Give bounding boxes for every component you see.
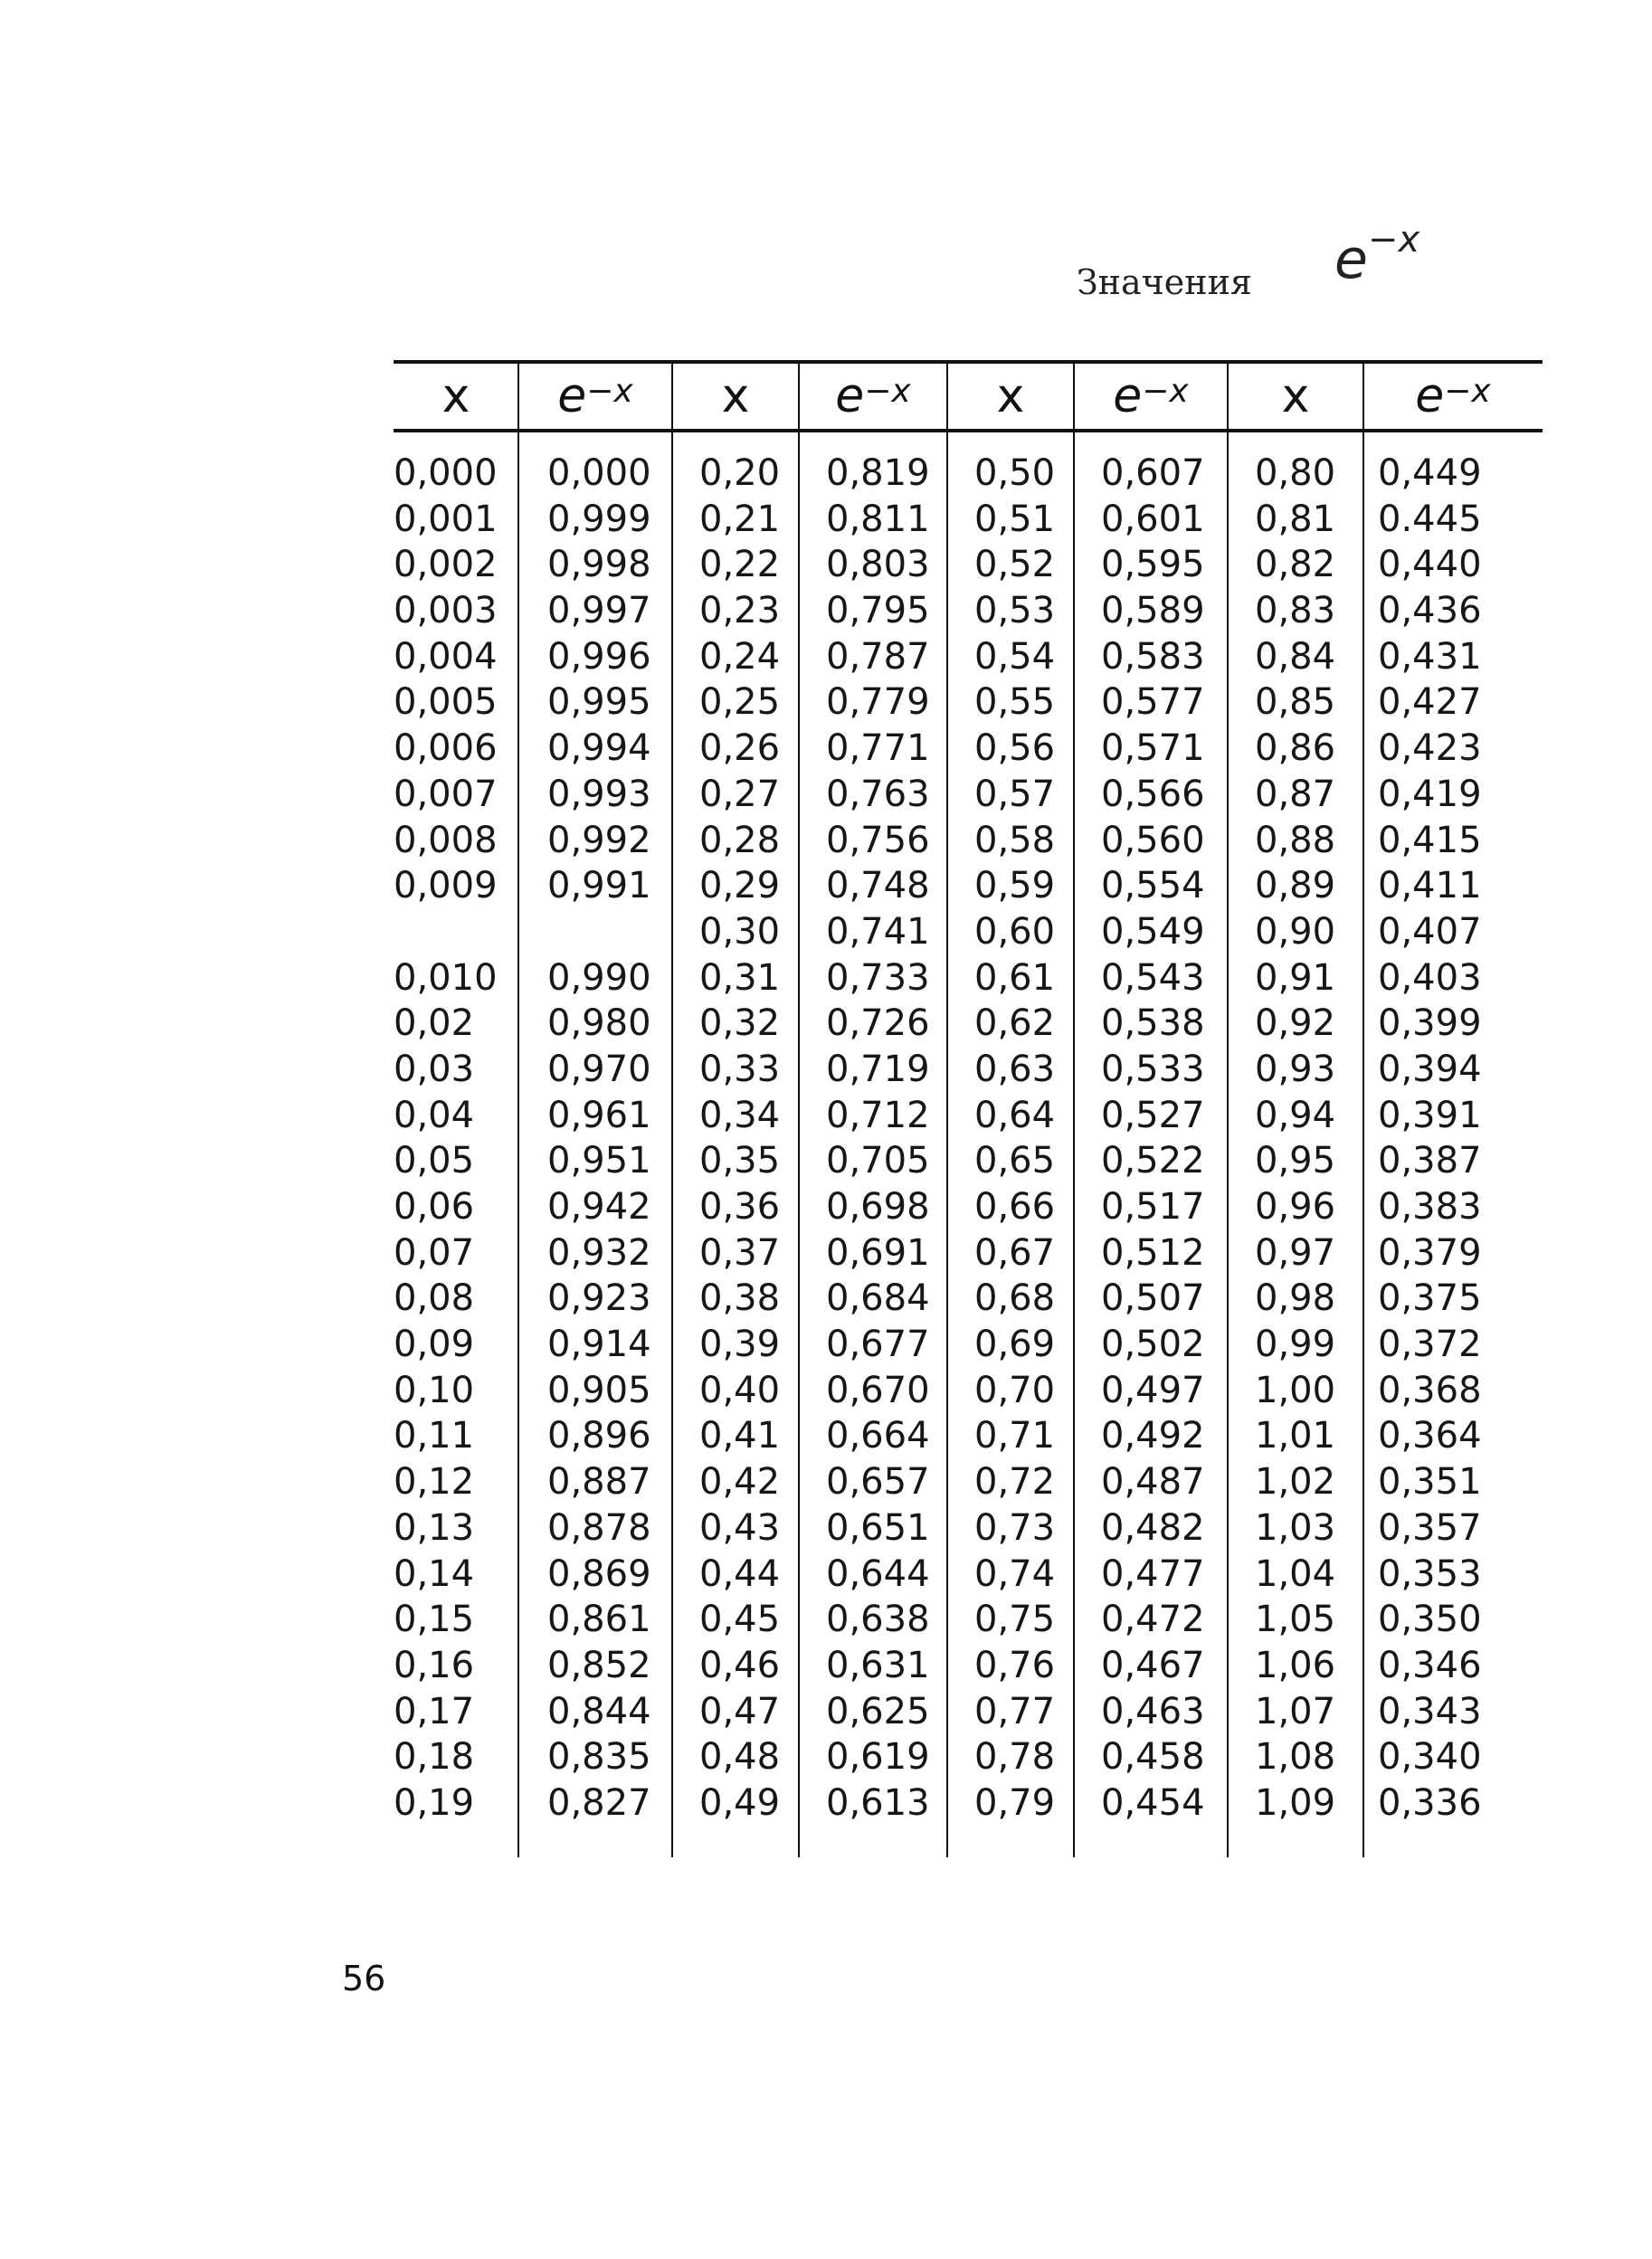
table-cell: 0,787 xyxy=(826,635,930,678)
table-cell: 0,990 xyxy=(547,956,651,999)
table-cell: 0,73 xyxy=(974,1506,1056,1549)
table-cell: 0,95 xyxy=(1255,1140,1336,1182)
table-cell: 0,33 xyxy=(699,1048,781,1090)
table-cell: 0,94 xyxy=(1255,1094,1336,1136)
table-cell: 0,407 xyxy=(1378,910,1482,953)
table-cell: 0,664 xyxy=(826,1415,930,1457)
table-cell: 0,980 xyxy=(547,1002,651,1045)
table-cell: 0,819 xyxy=(826,452,930,494)
table-cell: 0,951 xyxy=(547,1140,651,1182)
table-cell: 0,372 xyxy=(1378,1324,1482,1366)
table-cell: 0,869 xyxy=(547,1552,651,1595)
table-cell: 0,502 xyxy=(1101,1324,1205,1366)
table-cell: 0,571 xyxy=(1101,727,1205,770)
table-cell: 0,449 xyxy=(1378,452,1482,494)
header-exp: e $^{-x}$ xyxy=(835,369,911,423)
table-cell: 0,995 xyxy=(547,681,651,724)
x-column-4 xyxy=(1255,451,1335,1827)
table-cell: 0,492 xyxy=(1101,1415,1205,1457)
table-cell xyxy=(394,909,498,955)
table-cell: 0,03 xyxy=(394,1048,475,1090)
table-cell: 0,05 xyxy=(394,1140,475,1182)
table-cell: 0,59 xyxy=(974,865,1056,907)
table-cell: 0,403 xyxy=(1378,956,1482,999)
column-divider xyxy=(798,360,800,1857)
table-cell: 0,961 xyxy=(547,1094,651,1136)
table-cell: 0,42 xyxy=(699,1461,781,1504)
table-cell: 0,90 xyxy=(1255,910,1336,953)
title-label: Значения xyxy=(1077,262,1252,302)
table-cell: 0,517 xyxy=(1101,1186,1205,1228)
table-cell: 0,970 xyxy=(547,1048,651,1090)
table-cell: 0,383 xyxy=(1378,1186,1482,1228)
table-cell: 0,16 xyxy=(394,1644,475,1686)
table-cell: 0,000 xyxy=(547,452,651,494)
table-cell: 0,993 xyxy=(547,773,651,815)
table-cell: 0,368 xyxy=(1378,1369,1482,1411)
table-cell: 0,47 xyxy=(699,1690,781,1732)
table-cell: 0,84 xyxy=(1255,635,1336,678)
table-cell: 0,375 xyxy=(1378,1277,1482,1320)
table-cell: 0,467 xyxy=(1101,1644,1205,1686)
table-cell: 0,20 xyxy=(699,452,781,494)
table-cell: 0,010 xyxy=(394,956,498,999)
table-cell: 0,543 xyxy=(1101,956,1205,999)
table-cell: 0,419 xyxy=(1378,773,1482,815)
table-cell: 0,440 xyxy=(1378,544,1482,586)
table-cell: 0,705 xyxy=(826,1140,930,1182)
table-cell: 1,02 xyxy=(1255,1461,1336,1504)
column-divider xyxy=(517,360,519,1857)
table-cell: 0,399 xyxy=(1378,1002,1482,1045)
table-cell: 0,411 xyxy=(1378,865,1482,907)
table-cell: 0,09 xyxy=(394,1324,475,1366)
table-cell: 0,38 xyxy=(699,1277,781,1320)
table-cell: 0,93 xyxy=(1255,1048,1336,1090)
table-cell: 0,583 xyxy=(1101,635,1205,678)
table-cell: 0,67 xyxy=(974,1231,1056,1274)
table-cell: 0,06 xyxy=(394,1186,475,1228)
table-cell: 0,44 xyxy=(699,1552,781,1595)
table-cell: 1,07 xyxy=(1255,1690,1336,1732)
table-cell: 0,78 xyxy=(974,1736,1056,1779)
table-cell: 0,684 xyxy=(826,1277,930,1320)
table-cell: 0,350 xyxy=(1378,1599,1482,1641)
table-cell: 0,08 xyxy=(394,1277,475,1320)
column-divider xyxy=(946,360,948,1857)
table-cell: 0,009 xyxy=(394,865,498,907)
table-cell: 0,81 xyxy=(1255,498,1336,540)
table-cell: 0,343 xyxy=(1378,1690,1482,1732)
table-cell: 0,357 xyxy=(1378,1506,1482,1549)
header-exp: e $^{-x}$ xyxy=(1415,369,1491,423)
table-cell: 0,27 xyxy=(699,773,781,815)
table-cell: 0,24 xyxy=(699,635,781,678)
table-cell: 0,19 xyxy=(394,1781,475,1824)
table-cell: 0,748 xyxy=(826,865,930,907)
table-cell: 0,566 xyxy=(1101,773,1205,815)
table-cell: 0,22 xyxy=(699,544,781,586)
table-cell: 0,007 xyxy=(394,773,498,815)
table-cell: 0,45 xyxy=(699,1599,781,1641)
table-cell: 0,482 xyxy=(1101,1506,1205,1549)
table-cell: 0,677 xyxy=(826,1324,930,1366)
table-cell: 0,756 xyxy=(826,819,930,861)
table-cell: 0,595 xyxy=(1101,544,1205,586)
table-cell: 0,538 xyxy=(1101,1002,1205,1045)
table-cell: 0,51 xyxy=(974,498,1056,540)
table-cell: 0,99 xyxy=(1255,1324,1336,1366)
table-cell: 0,670 xyxy=(826,1369,930,1411)
table-cell: 0,98 xyxy=(1255,1277,1336,1320)
x-column-3 xyxy=(974,451,1055,1827)
table-cell: 0,698 xyxy=(826,1186,930,1228)
header-exp: e $^{-x}$ xyxy=(557,369,633,423)
table-cell: 0,80 xyxy=(1255,452,1336,494)
table-cell: 0,998 xyxy=(547,544,651,586)
table-cell: 0,340 xyxy=(1378,1736,1482,1779)
table-cell: 1,00 xyxy=(1255,1369,1336,1411)
table-cell: 0,87 xyxy=(1255,773,1336,815)
exponent-values-table xyxy=(394,360,1543,1857)
table-cell: 0,507 xyxy=(1101,1277,1205,1320)
table-cell: 0,54 xyxy=(974,635,1056,678)
table-cell: 0,560 xyxy=(1101,819,1205,861)
table-cell: 0,691 xyxy=(826,1231,930,1274)
table-cell: 0,733 xyxy=(826,956,930,999)
table-cell: 0,644 xyxy=(826,1552,930,1595)
table-cell: 0,914 xyxy=(547,1324,651,1366)
table-cell: 0,549 xyxy=(1101,910,1205,953)
table-cell: 0,423 xyxy=(1378,727,1482,770)
table-cell: 0,008 xyxy=(394,819,498,861)
header-exp: e $^{-x}$ xyxy=(1113,369,1189,423)
table-cell: 0,89 xyxy=(1255,865,1336,907)
table-cell: 0,651 xyxy=(826,1506,930,1549)
table-cell: 0,353 xyxy=(1378,1552,1482,1595)
table-cell: 0,431 xyxy=(1378,635,1482,678)
table-cell: 0,861 xyxy=(547,1599,651,1641)
table-cell: 0,63 xyxy=(974,1048,1056,1090)
table-cell: 0,795 xyxy=(826,590,930,632)
table-cell: 0,527 xyxy=(1101,1094,1205,1136)
table-cell: 1,05 xyxy=(1255,1599,1336,1641)
table-cell: 0,31 xyxy=(699,956,781,999)
table-cell: 0,57 xyxy=(974,773,1056,815)
header-x: x xyxy=(996,369,1025,423)
table-cell: 0,02 xyxy=(394,1002,475,1045)
table-cell: 0,55 xyxy=(974,681,1056,724)
table-cell: 0,811 xyxy=(826,498,930,540)
table-cell: 0,712 xyxy=(826,1094,930,1136)
table-cell: 0,43 xyxy=(699,1506,781,1549)
value-column-2 xyxy=(826,451,930,1827)
table-cell: 1,08 xyxy=(1255,1736,1336,1779)
table-cell: 0,61 xyxy=(974,956,1056,999)
table-cell: 0,62 xyxy=(974,1002,1056,1045)
table-cell: 0,887 xyxy=(547,1461,651,1504)
table-cell: 0,763 xyxy=(826,773,930,815)
table-cell: 0.445 xyxy=(1378,498,1482,540)
column-divider xyxy=(671,360,673,1857)
table-cell: 0,60 xyxy=(974,910,1056,953)
table-cell: 0,26 xyxy=(699,727,781,770)
table-cell: 1,06 xyxy=(1255,1644,1336,1686)
table-cell: 0,74 xyxy=(974,1552,1056,1595)
table-cell: 0,07 xyxy=(394,1231,475,1274)
column-divider xyxy=(1227,360,1229,1857)
table-cell: 0,003 xyxy=(394,590,498,632)
table-cell: 0,436 xyxy=(1378,590,1482,632)
header-x: x xyxy=(441,369,470,423)
table-cell: 0,36 xyxy=(699,1186,781,1228)
table-cell: 0,994 xyxy=(547,727,651,770)
table-cell: 0,992 xyxy=(547,819,651,861)
table-cell: 0,996 xyxy=(547,635,651,678)
table-cell: 0,577 xyxy=(1101,681,1205,724)
table-cell: 0,23 xyxy=(699,590,781,632)
column-divider xyxy=(1362,360,1364,1857)
table-cell: 0,364 xyxy=(1378,1415,1482,1457)
table-cell: 0,394 xyxy=(1378,1048,1482,1090)
table-cell: 0,905 xyxy=(547,1369,651,1411)
table-cell: 0,91 xyxy=(1255,956,1336,999)
table-cell: 0,477 xyxy=(1101,1552,1205,1595)
title-expression: $e^{-x}$ xyxy=(1334,219,1420,291)
table-cell: 1,03 xyxy=(1255,1506,1336,1549)
table-cell: 0,844 xyxy=(547,1690,651,1732)
table-cell: 0,771 xyxy=(826,727,930,770)
table-cell: 0,779 xyxy=(826,681,930,724)
table-cell: 0,69 xyxy=(974,1324,1056,1366)
table-cell: 0,77 xyxy=(974,1690,1056,1732)
table-cell: 0,11 xyxy=(394,1415,475,1457)
table-cell: 0,28 xyxy=(699,819,781,861)
x-column-2 xyxy=(699,451,780,1827)
table-cell: 0,638 xyxy=(826,1599,930,1641)
table-cell: 0,001 xyxy=(394,498,498,540)
table-cell: 0,52 xyxy=(974,544,1056,586)
table-cell: 0,56 xyxy=(974,727,1056,770)
table-cell: 0,589 xyxy=(1101,590,1205,632)
table-cell: 0,58 xyxy=(974,819,1056,861)
table-cell: 0,427 xyxy=(1378,681,1482,724)
table-cell: 0,79 xyxy=(974,1781,1056,1824)
table-cell: 0,88 xyxy=(1255,819,1336,861)
table-cell: 0,97 xyxy=(1255,1231,1336,1274)
table-cell: 0,92 xyxy=(1255,1002,1336,1045)
table-cell: 0,458 xyxy=(1101,1736,1205,1779)
header-x: x xyxy=(1281,369,1310,423)
table-cell: 0,17 xyxy=(394,1690,475,1732)
table-cell: 0,53 xyxy=(974,590,1056,632)
table-cell xyxy=(547,909,651,955)
table-cell: 0,70 xyxy=(974,1369,1056,1411)
table-cell: 0,82 xyxy=(1255,544,1336,586)
table-cell: 0,923 xyxy=(547,1277,651,1320)
table-cell: 0,387 xyxy=(1378,1140,1482,1182)
table-cell: 0,997 xyxy=(547,590,651,632)
table-cell: 0,75 xyxy=(974,1599,1056,1641)
table-cell: 0,454 xyxy=(1101,1781,1205,1824)
value-column-4 xyxy=(1378,451,1482,1827)
table-cell: 0,34 xyxy=(699,1094,781,1136)
table-cell: 0,346 xyxy=(1378,1644,1482,1686)
table-cell: 0,35 xyxy=(699,1140,781,1182)
table-cell: 0,932 xyxy=(547,1231,651,1274)
page-number: 56 xyxy=(342,1959,386,1998)
table-cell: 1,04 xyxy=(1255,1552,1336,1595)
table-cell: 0,625 xyxy=(826,1690,930,1732)
column-divider xyxy=(1073,360,1075,1857)
table-cell: 0,852 xyxy=(547,1644,651,1686)
table-cell: 0,14 xyxy=(394,1552,475,1595)
table-cell: 0,336 xyxy=(1378,1781,1482,1824)
table-header-rule xyxy=(394,429,1543,432)
table-cell: 0,741 xyxy=(826,910,930,953)
table-cell: 0,76 xyxy=(974,1644,1056,1686)
table-cell: 0,50 xyxy=(974,452,1056,494)
table-cell: 0,631 xyxy=(826,1644,930,1686)
table-cell: 0,86 xyxy=(1255,727,1336,770)
table-cell: 0,96 xyxy=(1255,1186,1336,1228)
table-cell: 0,83 xyxy=(1255,590,1336,632)
table-cell: 0,04 xyxy=(394,1094,475,1136)
table-cell: 0,827 xyxy=(547,1781,651,1824)
table-cell: 0,32 xyxy=(699,1002,781,1045)
table-cell: 0,000 xyxy=(394,452,498,494)
table-cell: 0,512 xyxy=(1101,1231,1205,1274)
table-cell: 0,64 xyxy=(974,1094,1056,1136)
table-cell: 0,49 xyxy=(699,1781,781,1824)
table-cell: 0,46 xyxy=(699,1644,781,1686)
table-title xyxy=(1077,219,1420,302)
table-cell: 0,719 xyxy=(826,1048,930,1090)
table-cell: 0,896 xyxy=(547,1415,651,1457)
table-cell: 0,472 xyxy=(1101,1599,1205,1641)
table-cell: 0,41 xyxy=(699,1415,781,1457)
x-column-1 xyxy=(394,451,498,1827)
table-cell: 0,15 xyxy=(394,1599,475,1641)
table-cell: 0,463 xyxy=(1101,1690,1205,1732)
value-column-3 xyxy=(1101,451,1205,1827)
table-cell: 0,878 xyxy=(547,1506,651,1549)
table-cell: 0,004 xyxy=(394,635,498,678)
table-cell: 0,65 xyxy=(974,1140,1056,1182)
table-cell: 0,601 xyxy=(1101,498,1205,540)
table-cell: 0,005 xyxy=(394,681,498,724)
table-cell: 0,39 xyxy=(699,1324,781,1366)
table-cell: 0,999 xyxy=(547,498,651,540)
table-cell: 0,30 xyxy=(699,910,781,953)
table-cell: 0,803 xyxy=(826,544,930,586)
table-cell: 0,415 xyxy=(1378,819,1482,861)
table-cell: 0,18 xyxy=(394,1736,475,1779)
table-cell: 0,726 xyxy=(826,1002,930,1045)
table-cell: 0,71 xyxy=(974,1415,1056,1457)
table-cell: 0,72 xyxy=(974,1461,1056,1504)
table-cell: 1,09 xyxy=(1255,1781,1336,1824)
table-cell: 0,68 xyxy=(974,1277,1056,1320)
table-cell: 0,619 xyxy=(826,1736,930,1779)
table-cell: 0,66 xyxy=(974,1186,1056,1228)
table-cell: 0,497 xyxy=(1101,1369,1205,1411)
table-cell: 0,40 xyxy=(699,1369,781,1411)
table-cell: 0,12 xyxy=(394,1461,475,1504)
table-cell: 0,522 xyxy=(1101,1140,1205,1182)
table-cell: 0,48 xyxy=(699,1736,781,1779)
table-cell: 0,351 xyxy=(1378,1461,1482,1504)
table-cell: 0,554 xyxy=(1101,865,1205,907)
table-cell: 0,85 xyxy=(1255,681,1336,724)
table-cell: 0,391 xyxy=(1378,1094,1482,1136)
table-cell: 0,942 xyxy=(547,1186,651,1228)
table-cell: 0,991 xyxy=(547,865,651,907)
table-cell: 0,002 xyxy=(394,544,498,586)
table-cell: 0,37 xyxy=(699,1231,781,1274)
table-cell: 0,533 xyxy=(1101,1048,1205,1090)
table-cell: 0,487 xyxy=(1101,1461,1205,1504)
table-cell: 1,01 xyxy=(1255,1415,1336,1457)
table-cell: 0,657 xyxy=(826,1461,930,1504)
table-cell: 0,21 xyxy=(699,498,781,540)
table-cell: 0,835 xyxy=(547,1736,651,1779)
table-cell: 0,10 xyxy=(394,1369,475,1411)
table-cell: 0,613 xyxy=(826,1781,930,1824)
value-column-1 xyxy=(547,451,651,1827)
header-x: x xyxy=(721,369,750,423)
table-cell: 0,379 xyxy=(1378,1231,1482,1274)
table-cell: 0,29 xyxy=(699,865,781,907)
table-cell: 0,607 xyxy=(1101,452,1205,494)
table-cell: 0,25 xyxy=(699,681,781,724)
table-cell: 0,13 xyxy=(394,1506,475,1549)
table-cell: 0,006 xyxy=(394,727,498,770)
